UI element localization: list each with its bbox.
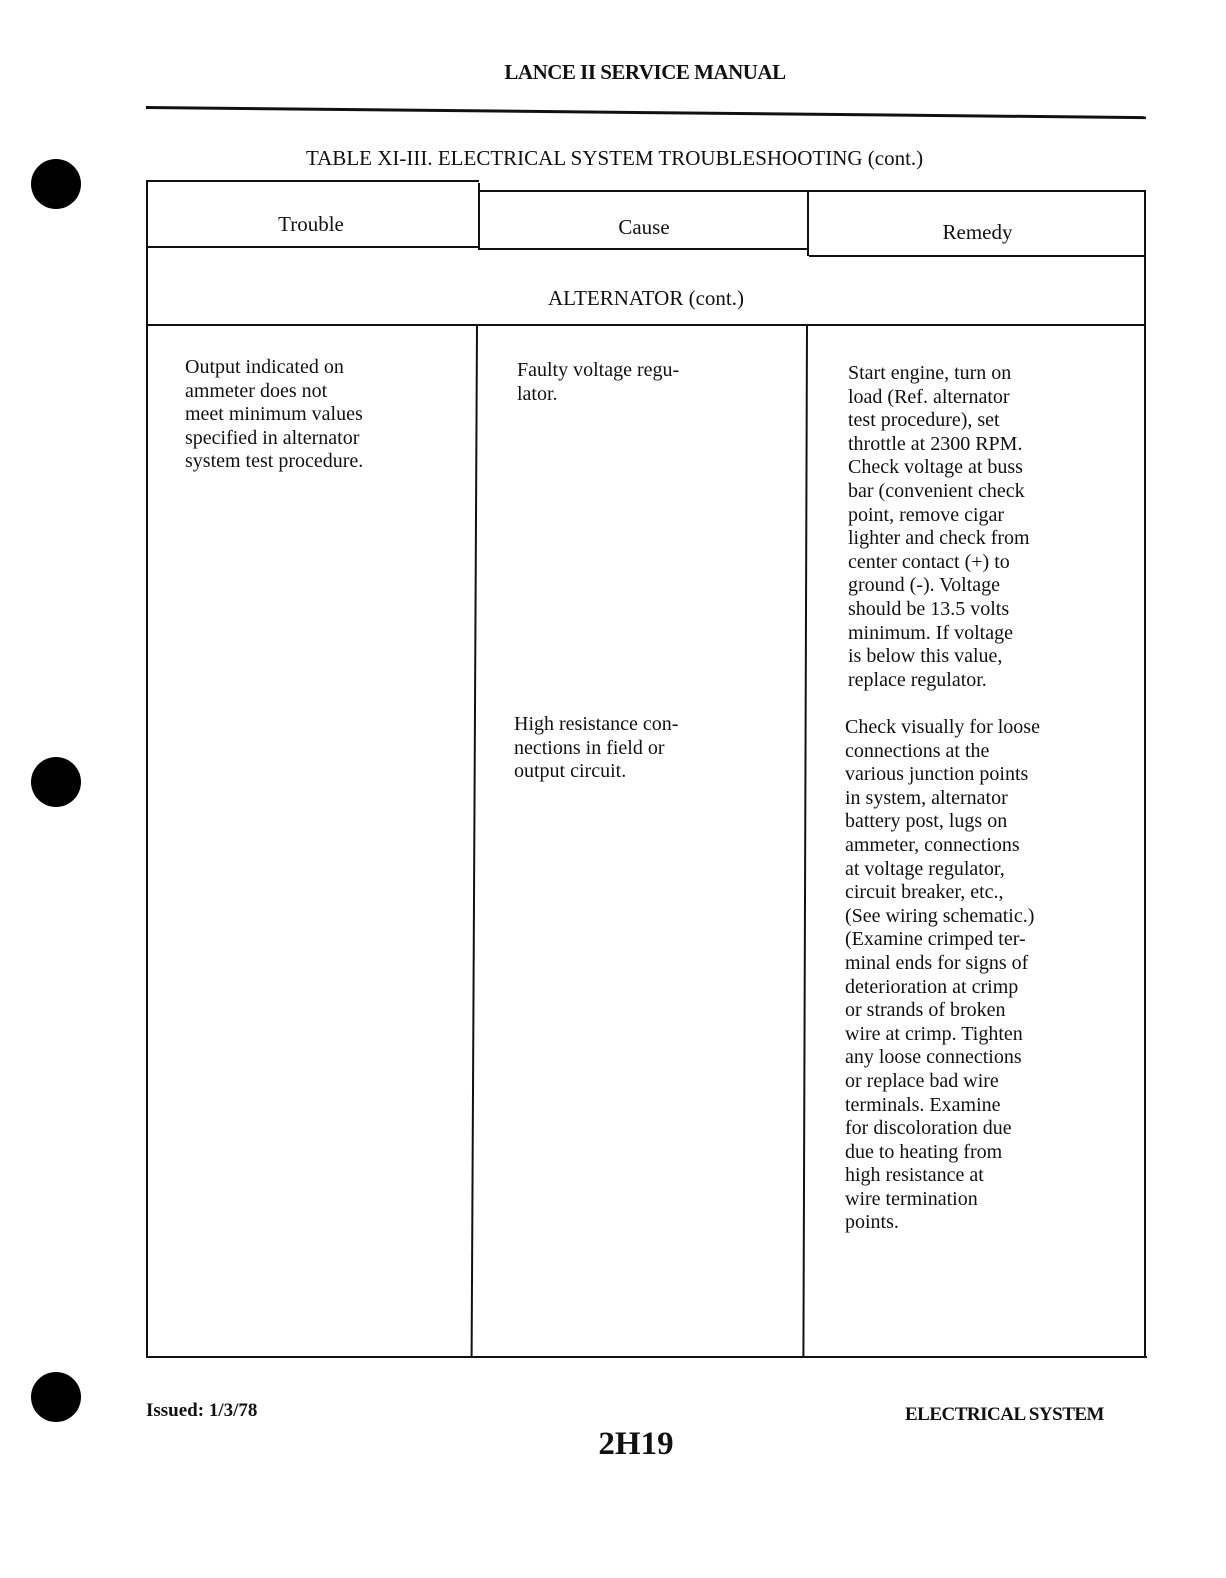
cause-cell: High resistance con- nections in field or output circuit. xyxy=(514,713,679,783)
section-heading: ALTERNATOR (cont.) xyxy=(548,286,744,310)
punch-hole xyxy=(31,757,81,807)
cause-cell: Faulty voltage regu- lator. xyxy=(517,359,680,405)
issued-date: Issued: 1/3/78 xyxy=(146,1400,258,1421)
header-rule xyxy=(146,106,1146,119)
header-divider xyxy=(479,248,809,250)
table-border-right xyxy=(1144,190,1146,1357)
column-divider xyxy=(802,326,808,1357)
column-header-remedy: Remedy xyxy=(942,220,1013,244)
header-divider xyxy=(146,246,479,248)
page-number: 2H19 xyxy=(598,1426,674,1462)
header-divider xyxy=(809,255,1146,257)
section-name: ELECTRICAL SYSTEM xyxy=(905,1404,1104,1425)
punch-hole xyxy=(31,1372,81,1422)
column-divider xyxy=(471,326,478,1357)
table-border-top xyxy=(146,180,479,182)
column-header-trouble: Trouble xyxy=(278,212,344,236)
trouble-cell: Output indicated on ammeter does not meet minimum values specified in alternator system test procedure. xyxy=(185,356,364,473)
table-border-bottom xyxy=(146,1356,1147,1358)
remedy-cell: Check visually for loose connections at the various junction points in system, alternator battery post, lugs on ammeter, connections at voltage regulator, circuit breaker, etc., (See wiring schematic.) (Examine crimped ter- minal ends for signs of deterioration at crimp or strands of broken wire at crimp. Tighten any loose connections or replace bad wire terminals. Examine for discoloration due due to heating from high resistance at wire termination points. xyxy=(845,716,1040,1234)
manual-title: LANCE II SERVICE MANUAL xyxy=(504,60,786,84)
punch-hole xyxy=(31,159,81,209)
table-border-top xyxy=(479,190,1146,192)
table-title: TABLE XI-III. ELECTRICAL SYSTEM TROUBLESHOOTING (cont.) xyxy=(306,146,924,170)
column-header-cause: Cause xyxy=(618,215,670,239)
table-border-left xyxy=(146,180,148,1357)
remedy-cell: Start engine, turn on load (Ref. alternator test procedure), set throttle at 2300 RPM. Check voltage at buss bar (convenient check point, remove cigar lighter and check from center contact (+) to ground (-). Voltage should be 13.5 volts minimum. If voltage is below this value, replace regulator. xyxy=(848,362,1030,691)
section-divider xyxy=(146,324,1146,326)
